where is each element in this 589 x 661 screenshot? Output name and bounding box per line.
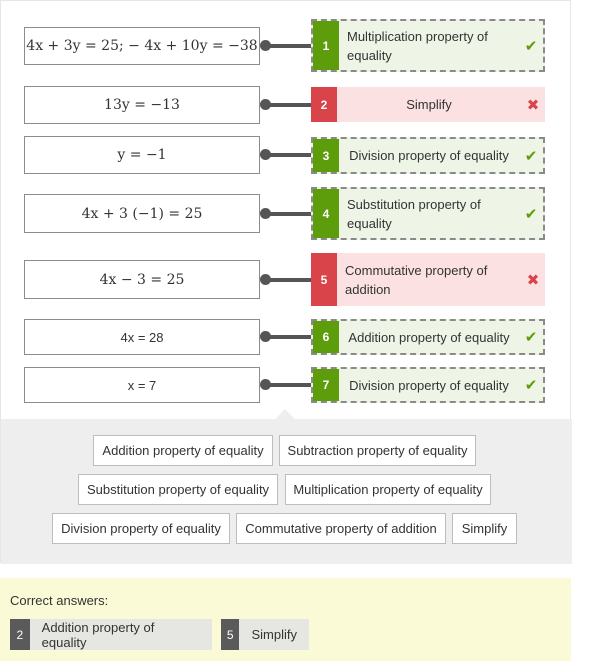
check-icon: ✔	[524, 37, 538, 55]
bank-chip-subtraction[interactable]: Subtraction property of equality	[279, 435, 476, 466]
correct-answer-number: 2	[10, 619, 30, 650]
check-icon: ✔	[524, 205, 538, 223]
check-icon: ✔	[524, 377, 538, 394]
match-row	[24, 367, 545, 403]
correct-answers-panel	[0, 578, 571, 661]
answer-label: Addition property of equality	[348, 329, 510, 345]
correct-answer-number: 5	[221, 619, 239, 650]
cross-icon: ✖	[526, 271, 540, 289]
correct-answers-label: Correct answers:	[10, 593, 109, 608]
statement-box: 13y = −13	[24, 86, 260, 124]
answer-slot-correct[interactable]	[311, 137, 545, 174]
match-row	[24, 136, 545, 174]
answer-slot-incorrect[interactable]	[311, 87, 545, 122]
answer-slot-correct[interactable]	[311, 19, 545, 72]
answer-number: 2	[311, 87, 337, 122]
answer-slot-correct[interactable]	[311, 367, 545, 403]
statement-box: 4x + 3 (−1) = 25	[24, 194, 260, 233]
check-icon: ✔	[524, 329, 538, 346]
statement-box: 4x + 3y = 25; − 4x + 10y = −38	[24, 27, 260, 65]
answer-number: 5	[311, 253, 337, 306]
bank-chip-division[interactable]: Division property of equality	[52, 513, 230, 544]
cross-icon: ✖	[526, 96, 540, 114]
correct-answer-item	[221, 619, 309, 650]
answer-label: Commutative property of addition	[345, 262, 488, 297]
answer-slot-correct[interactable]	[311, 187, 545, 240]
matching-rows	[1, 1, 572, 419]
match-row	[24, 19, 545, 72]
correct-answer-text: Addition property of equality	[41, 619, 155, 650]
answer-slot-correct[interactable]	[311, 319, 545, 355]
answer-label: Division property of equality	[349, 148, 509, 163]
answer-label: Substitution property of equality	[347, 196, 481, 231]
answer-label: Simplify	[406, 97, 452, 112]
statement-box: y = −1	[24, 136, 260, 174]
answer-number: 3	[313, 139, 339, 172]
statement-box: 4x − 3 = 25	[24, 260, 260, 299]
match-row	[24, 86, 545, 124]
match-row	[24, 253, 545, 306]
answer-number: 1	[313, 21, 339, 70]
correct-answer-item	[10, 619, 212, 650]
bank-chip-addition[interactable]: Addition property of equality	[93, 435, 273, 466]
answer-bank	[1, 419, 572, 564]
statement-box: 4x = 28	[24, 319, 260, 355]
statement-box: x = 7	[24, 367, 260, 403]
answer-number: 4	[313, 189, 339, 238]
answer-number: 7	[313, 369, 339, 401]
bank-chip-commutative[interactable]: Commutative property of addition	[236, 513, 446, 544]
bank-chip-simplify[interactable]: Simplify	[452, 513, 517, 544]
bank-chip-substitution[interactable]: Substitution property of equality	[78, 474, 278, 505]
answer-slot-incorrect[interactable]	[311, 253, 545, 306]
check-icon: ✔	[524, 147, 538, 165]
match-row	[24, 319, 545, 355]
answer-label: Multiplication property of equality	[347, 28, 488, 63]
answer-number: 6	[313, 321, 339, 353]
answer-label: Division property of equality	[349, 377, 509, 393]
bank-chip-multiplication[interactable]: Multiplication property of equality	[285, 474, 491, 505]
correct-answer-text: Simplify	[251, 627, 297, 642]
match-row	[24, 187, 545, 240]
